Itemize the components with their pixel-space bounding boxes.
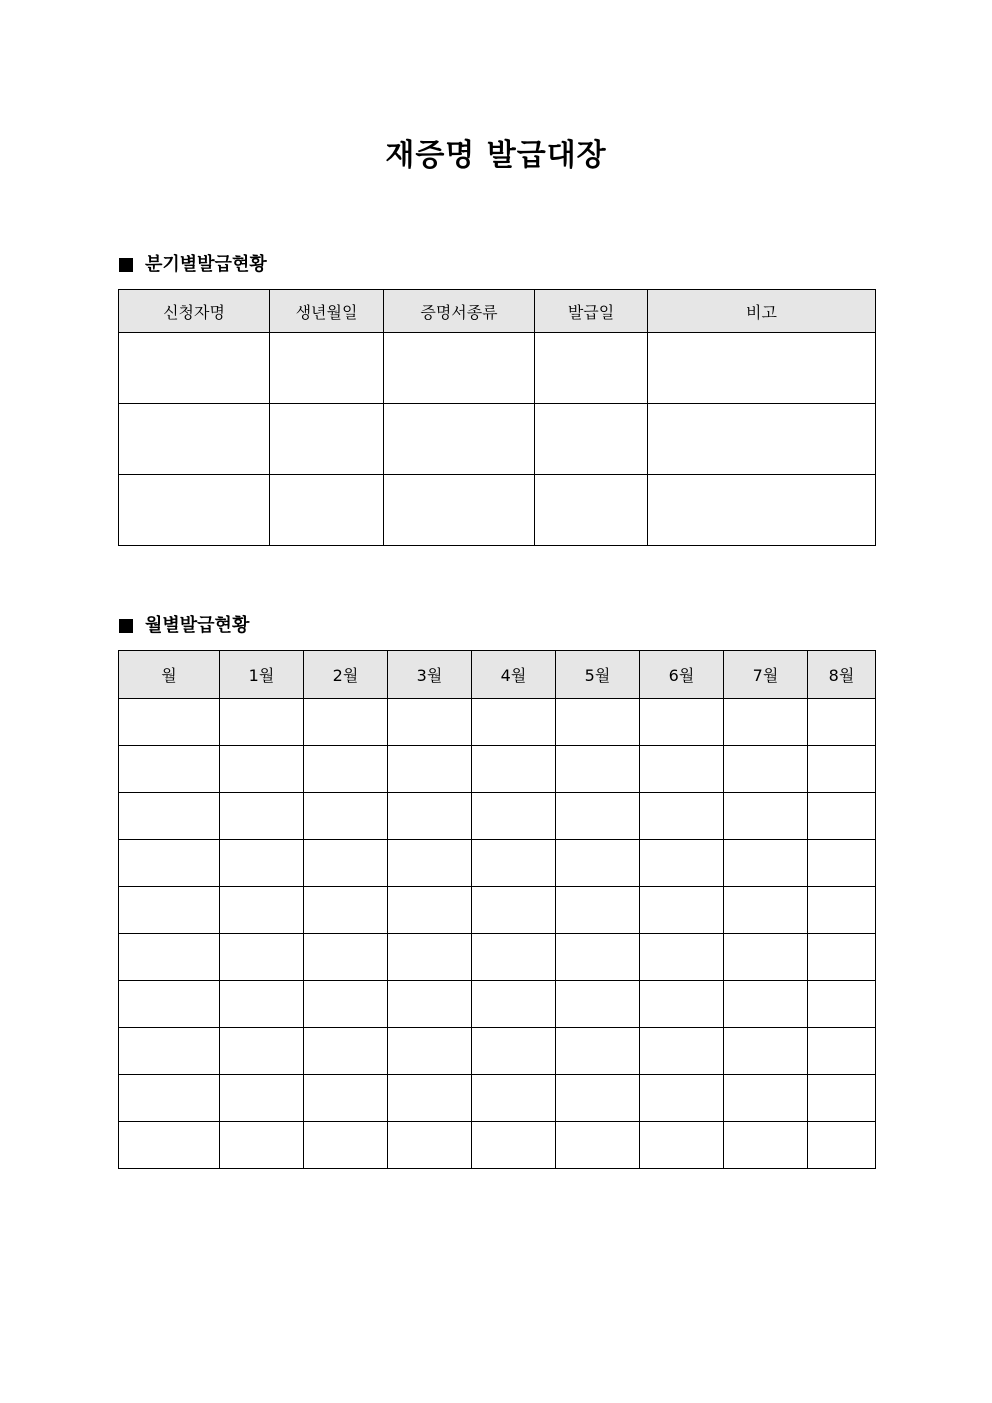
table-cell[interactable] <box>388 1028 472 1075</box>
table-cell[interactable] <box>119 887 220 934</box>
table-cell[interactable] <box>472 981 556 1028</box>
table-cell[interactable] <box>119 746 220 793</box>
table-cell[interactable] <box>220 1075 304 1122</box>
table-cell[interactable] <box>535 333 648 404</box>
table-cell[interactable] <box>220 793 304 840</box>
table-cell[interactable] <box>724 981 808 1028</box>
table-cell[interactable] <box>724 699 808 746</box>
table-cell[interactable] <box>640 887 724 934</box>
table-cell[interactable] <box>119 699 220 746</box>
square-bullet-icon <box>119 619 133 633</box>
square-bullet-icon <box>119 258 133 272</box>
table-cell[interactable] <box>808 981 876 1028</box>
table-cell[interactable] <box>640 1028 724 1075</box>
header-certificate-type: 증명서종류 <box>384 290 535 333</box>
table-cell[interactable] <box>119 793 220 840</box>
table-cell[interactable] <box>640 793 724 840</box>
table-row <box>119 981 876 1028</box>
table-cell[interactable] <box>220 981 304 1028</box>
table-cell[interactable] <box>472 934 556 981</box>
table-cell[interactable] <box>304 699 388 746</box>
header-month-8: 8월 <box>808 651 876 699</box>
table-cell[interactable] <box>304 1122 388 1169</box>
table-cell[interactable] <box>304 981 388 1028</box>
table-cell[interactable] <box>270 475 384 546</box>
table-cell[interactable] <box>808 840 876 887</box>
table-row <box>119 840 876 887</box>
table-cell[interactable] <box>304 887 388 934</box>
table-cell[interactable] <box>648 333 876 404</box>
table-cell[interactable] <box>535 475 648 546</box>
table-cell[interactable] <box>388 1075 472 1122</box>
table-cell[interactable] <box>384 475 535 546</box>
table-header-row <box>119 651 876 699</box>
table-cell[interactable] <box>388 746 472 793</box>
table-cell[interactable] <box>304 1075 388 1122</box>
table-cell[interactable] <box>724 793 808 840</box>
table-cell[interactable] <box>556 934 640 981</box>
table-cell[interactable] <box>119 475 270 546</box>
table-cell[interactable] <box>648 404 876 475</box>
table-cell[interactable] <box>556 746 640 793</box>
table-cell[interactable] <box>808 699 876 746</box>
table-cell[interactable] <box>556 793 640 840</box>
header-issue-date: 발급일 <box>535 290 648 333</box>
table-cell[interactable] <box>220 840 304 887</box>
table-cell[interactable] <box>640 699 724 746</box>
table-cell[interactable] <box>388 699 472 746</box>
table-cell[interactable] <box>724 840 808 887</box>
table-cell[interactable] <box>472 746 556 793</box>
table-cell[interactable] <box>388 793 472 840</box>
table-cell[interactable] <box>472 793 556 840</box>
table-cell[interactable] <box>220 887 304 934</box>
table-cell[interactable] <box>556 981 640 1028</box>
table-cell[interactable] <box>119 1028 220 1075</box>
table-cell[interactable] <box>556 699 640 746</box>
header-month-2: 2월 <box>304 651 388 699</box>
table-cell[interactable] <box>472 887 556 934</box>
table-row <box>119 1028 876 1075</box>
table-cell[interactable] <box>472 840 556 887</box>
table-cell[interactable] <box>304 934 388 981</box>
table-cell[interactable] <box>640 981 724 1028</box>
table-cell[interactable] <box>640 1122 724 1169</box>
table-cell[interactable] <box>724 887 808 934</box>
table-cell[interactable] <box>808 934 876 981</box>
table-cell[interactable] <box>119 1075 220 1122</box>
table-cell[interactable] <box>808 793 876 840</box>
table-cell[interactable] <box>119 840 220 887</box>
monthly-heading-text: 월별발급현황 <box>145 615 250 636</box>
table-cell[interactable] <box>808 887 876 934</box>
table-row <box>119 887 876 934</box>
table-cell[interactable] <box>472 1122 556 1169</box>
monthly-issuance-table <box>118 650 876 1169</box>
table-cell[interactable] <box>388 934 472 981</box>
table-cell[interactable] <box>556 840 640 887</box>
quarterly-issuance-table <box>118 289 876 546</box>
header-month-3: 3월 <box>388 651 472 699</box>
table-row <box>119 404 876 475</box>
table-cell[interactable] <box>270 333 384 404</box>
table-cell[interactable] <box>556 887 640 934</box>
table-cell[interactable] <box>388 1122 472 1169</box>
table-cell[interactable] <box>472 699 556 746</box>
table-row <box>119 333 876 404</box>
table-cell[interactable] <box>304 746 388 793</box>
table-cell[interactable] <box>304 840 388 887</box>
table-cell[interactable] <box>556 1075 640 1122</box>
document-title: 재증명 발급대장 <box>385 138 607 173</box>
table-cell[interactable] <box>472 1075 556 1122</box>
header-month: 월 <box>119 651 220 699</box>
table-cell[interactable] <box>808 1028 876 1075</box>
table-cell[interactable] <box>724 1122 808 1169</box>
table-row <box>119 699 876 746</box>
table-cell[interactable] <box>808 1075 876 1122</box>
monthly-section-heading <box>119 614 249 638</box>
header-month-6: 6월 <box>640 651 724 699</box>
table-cell[interactable] <box>808 1122 876 1169</box>
table-row <box>119 1122 876 1169</box>
header-month-5: 5월 <box>556 651 640 699</box>
header-month-4: 4월 <box>472 651 556 699</box>
table-cell[interactable] <box>472 1028 556 1075</box>
quarterly-heading-text: 분기별발급현황 <box>145 254 267 275</box>
table-cell[interactable] <box>220 1028 304 1075</box>
table-row <box>119 793 876 840</box>
table-cell[interactable] <box>388 981 472 1028</box>
table-cell[interactable] <box>724 746 808 793</box>
table-cell[interactable] <box>220 746 304 793</box>
table-cell[interactable] <box>270 404 384 475</box>
table-cell[interactable] <box>119 1122 220 1169</box>
table-cell[interactable] <box>119 333 270 404</box>
table-cell[interactable] <box>384 404 535 475</box>
table-row <box>119 746 876 793</box>
table-cell[interactable] <box>119 981 220 1028</box>
header-remarks: 비고 <box>648 290 876 333</box>
table-cell[interactable] <box>119 934 220 981</box>
table-cell[interactable] <box>119 404 270 475</box>
table-cell[interactable] <box>384 333 535 404</box>
table-row <box>119 1075 876 1122</box>
quarterly-section-heading <box>119 253 267 277</box>
table-cell[interactable] <box>640 1075 724 1122</box>
table-cell[interactable] <box>556 1122 640 1169</box>
header-month-7: 7월 <box>724 651 808 699</box>
table-cell[interactable] <box>648 475 876 546</box>
table-row <box>119 934 876 981</box>
header-birth-date: 생년월일 <box>270 290 384 333</box>
table-cell[interactable] <box>535 404 648 475</box>
table-cell[interactable] <box>220 699 304 746</box>
table-cell[interactable] <box>640 934 724 981</box>
table-cell[interactable] <box>388 887 472 934</box>
table-cell[interactable] <box>724 1075 808 1122</box>
table-header-row <box>119 290 876 333</box>
table-cell[interactable] <box>724 934 808 981</box>
header-month-1: 1월 <box>220 651 304 699</box>
table-cell[interactable] <box>640 746 724 793</box>
table-row <box>119 475 876 546</box>
table-cell[interactable] <box>724 1028 808 1075</box>
table-cell[interactable] <box>388 840 472 887</box>
table-cell[interactable] <box>220 934 304 981</box>
table-cell[interactable] <box>640 840 724 887</box>
table-cell[interactable] <box>304 1028 388 1075</box>
table-cell[interactable] <box>304 793 388 840</box>
table-cell[interactable] <box>556 1028 640 1075</box>
table-cell[interactable] <box>220 1122 304 1169</box>
header-applicant-name: 신청자명 <box>119 290 270 333</box>
table-cell[interactable] <box>808 746 876 793</box>
